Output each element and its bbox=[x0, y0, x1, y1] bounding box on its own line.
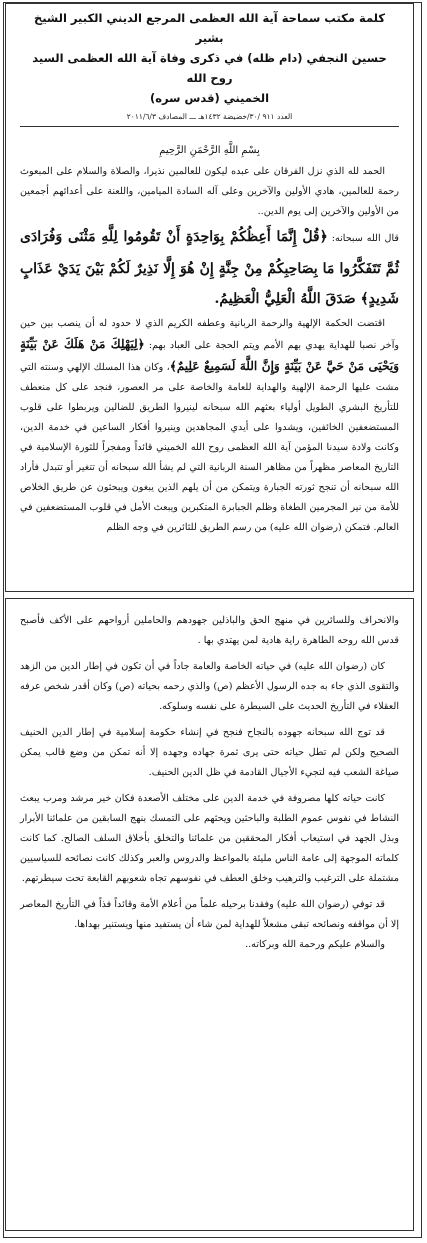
closing-greeting: والسلام عليكم ورحمة الله وبركاته.. bbox=[245, 939, 385, 950]
title-line-1: كلمة مكتب سماحة آية الله العظمى المرجع الديني الكبير الشيخ بشير bbox=[33, 11, 386, 45]
paragraph-service: كانت حياته كلها مصروفة في خدمة الدين على مختلف الأصعدة فكان خير مرشد ومرب يبعث النشاط في نفوس عموم الطلبة والباحثين ويحثهم على التمسك بنهج السابقين من علمائنا الأبرار وبذل الجهد في استيعاب أفكار المحققين من علمائنا والتخلق بأخلاق السلف الصالح. كما كانت كلماته الموجهة إلى عامة الناس مليئة بالمواعظ والدروس والعبر وكذلك كانت نصائحه للسياسيين مشتملة على الترغيب والترهيب وخلق العطف في نفوسهم تجاه شعوبهم القابعة تحت سيطرتهم. bbox=[20, 793, 399, 884]
verse-intro: قال الله سبحانه: bbox=[327, 233, 399, 244]
statement-panel-top bbox=[5, 3, 414, 592]
statement-panel-bottom bbox=[5, 598, 414, 1231]
paragraph-opening: الحمد لله الذي نزل الفرقان على عبده ليكون للعالمين نذيرا، والصلاة والسلام على المبعوث رحمة للعالمين، هادي الأولين والآخرين وعلى آله السادة الميامين، واللعنة على أعدائهم أجمعين من الأولين والآخرين إلى يوم الدين.. bbox=[20, 166, 399, 217]
paragraph-continuation: والانحراف وللسائرين في منهج الحق والباذلين جهودهم والحاملين أرواحهم على الأكف فأصبح قدس الله روحه الطاهرة راية هادية لمن يهتدي بها . bbox=[20, 615, 399, 646]
quran-verse-block bbox=[20, 222, 399, 314]
issue-meta: العدد ٩١١ /٣٠/خضيضة ١٤٣٢هـ ـــ المصادف ٢٠١١/٦/٣ bbox=[126, 112, 293, 121]
title-line-2: حسين النجفي (دام ظله) في ذكرى وفاة آية الله العظمى السيد روح الله bbox=[32, 51, 387, 85]
paragraph-divine-wisdom bbox=[20, 314, 399, 538]
paragraph-islamic-government: قد توج الله سبحانه جهوده بالنجاح فنجح في إنشاء حكومة إسلامية في إطار الدين الحنيف الصحيح ولكن لم تطل حياته حتى يرى ثمرة جهاده وجهده إلا أنه تمكن من وضع قالب يمكن صياغة الشعب فيه لتجيء الأجيال القادمة في ظل الدين الحنيف. bbox=[20, 727, 399, 778]
paragraph-text-a: اقتضت الحكمة الإلهية والرحمة الربانية وعطفه الكريم الذي لا حدود له أن ينصب بين حين وآخر نصبا للهداية يهدي بهم الأمم ويتم الحجة على العباد بهم: bbox=[20, 318, 399, 351]
header-divider bbox=[20, 126, 399, 127]
title-line-3: الخميني (قدس سره) bbox=[149, 91, 270, 105]
statement-title bbox=[20, 8, 399, 108]
paragraph-personal-life: كان (رضوان الله عليه) في حياته الخاصة والعامة جاداً في أن تكون في إطار الدين من الزهد والتقوى الذي جاء به جده الرسول الأعظم (ص) والذي رحمه بحياته (ص) وكان أقدر شخص عرفه العقلاء في التأريخ الحديث على السيطرة على نفسه وسلوكه. bbox=[20, 661, 399, 712]
paragraph-passing: قد توفي (رضوان الله عليه) وفقدنا برحيله علماً من أعلام الأمة وقائداً فذاً في التأريخ المعاصر إلا أن مواقفه ونصائحه تبقى مشعلاً للهداية لمن شاء أن يستفيد منها ويستنير بهداها. bbox=[20, 899, 399, 930]
paragraph-text-b: ، وكان هذا المسلك الإلهي وسنته التي مشت عليها الرحمة الإلهية والهداية للعامة والخاصة على مر العصور، فنجد على كل منعطف للتأريخ البشري الطويل أولياء بعثهم الله سبحانه لينيروا الطريق للضالين ويربطوا على قلوب المستضعفين الخائفين، ويشدوا على أيدي المجاهدين وينيروا أفكار الساعين في خدمة الدين، وكانت ولادة سيدنا المؤمن آية الله العظمى روح الله الخميني قائداً ومفجراً للثورة الإسلامية في التاريخ المعاصر مظهراً من مظاهر السنة الربانية التي لم يشأ الله سبحانه أن تتغير أو تتبدل فأراد الله سبحانه أن تنجح ثورته الجبارة ويتمكن من أن يلهم الذين يبغون ويبحثون عن طريق الخلاص للأمة من نير المجرمين الطغاة وظلم الجبابرة المتكبرين ويبعث الأمل في قلوب المستضعفين في العالم. فتمكن (رضوان الله عليه) من رسم الطريق للثائرين في وجه الظلم bbox=[20, 362, 399, 533]
quran-verse: ﴿قُلْ إِنَّمَا أَعِظُكُمْ بِوَاحِدَةٍ أَنْ تَقُومُوا لِلَّهِ مَثْنَى وَفُرَادَى ثُمَّ تَتَفَكَّرُوا مَا بِصَاحِبِكُمْ مِنْ جِنَّةٍ إِنْ هُوَ إِلَّا نَذِيرٌ لَكُمْ بَيْنَ يَدَيْ عَذَابٍ شَدِيدٍ﴾ صَدَقَ اللَّهُ الْعَلِيُّ الْعَظِيمُ. bbox=[20, 229, 399, 307]
quran-verse-inline: ﴿لِيَهْلِكَ مَنْ هَلَكَ عَنْ بَيِّنَةٍ وَيَحْيَى مَنْ حَيَّ عَنْ بَيِّنَةٍ وَإِنَّ اللَّهَ لَسَمِيعٌ عَلِيمٌ﴾ bbox=[20, 337, 399, 373]
basmala: بِسْمِ اللَّهِ الرَّحْمَنِ الرَّحِيمِ bbox=[159, 145, 260, 156]
